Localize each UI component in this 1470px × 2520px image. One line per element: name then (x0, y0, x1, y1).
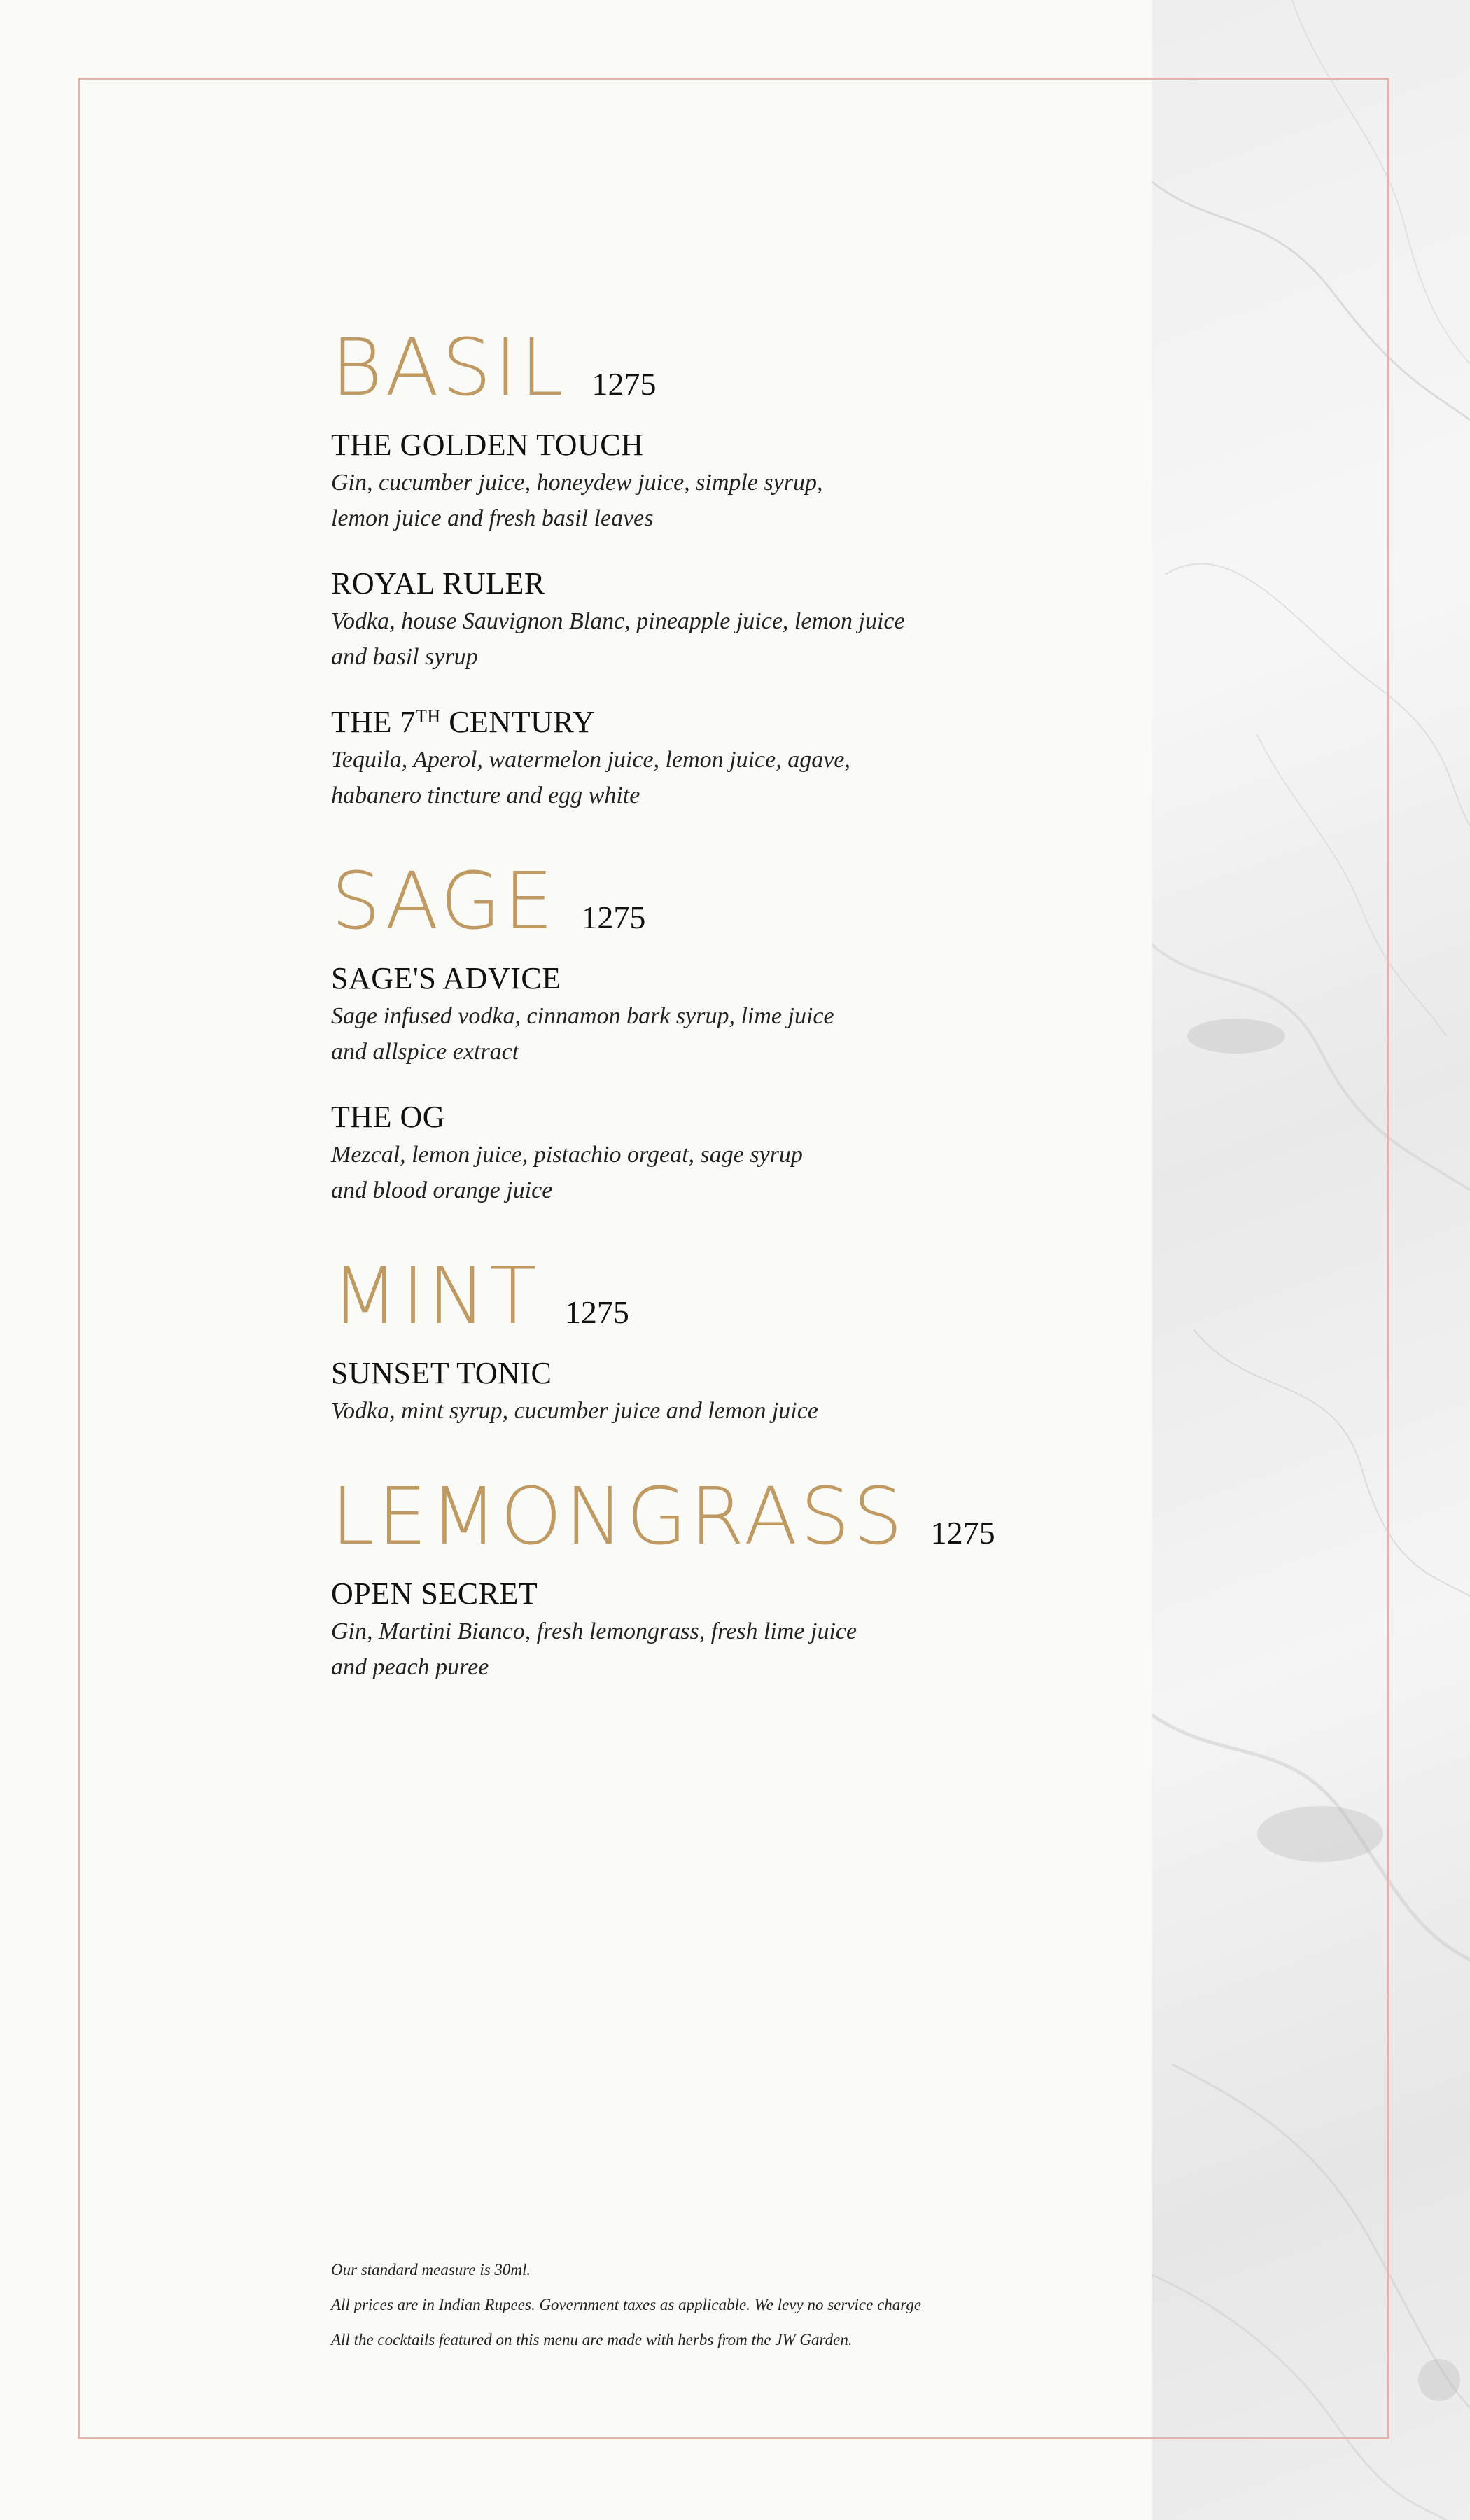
item-description-line: habanero tincture and egg white (331, 783, 640, 808)
section-title: SAGE (331, 856, 556, 947)
item-name: OPEN SECRET (331, 1576, 538, 1611)
item-name: THE OG (331, 1100, 446, 1134)
menu-item (331, 564, 1136, 675)
section-header (331, 1251, 1136, 1342)
section-basil (331, 323, 1136, 813)
item-name: SAGE'S ADVICE (331, 961, 561, 995)
item-description-line: Vodka, mint syrup, cucumber juice and lemon juice (331, 1398, 818, 1424)
section-header (331, 856, 1136, 947)
section-title: MINT (331, 1251, 540, 1342)
menu-item (331, 1574, 1136, 1685)
item-description-line: Gin, Martini Bianco, fresh lemongrass, fresh lime juice (331, 1618, 858, 1644)
section-header (331, 323, 1136, 414)
item-name: THE GOLDEN TOUCH (331, 428, 644, 462)
menu-content (331, 323, 1136, 1734)
item-description-line: Gin, cucumber juice, honeydew juice, simple syrup, (331, 470, 823, 496)
section-mint (331, 1251, 1136, 1429)
footnote: All prices are in Indian Rupees. Government taxes as applicable. We levy no service charge (331, 2296, 922, 2314)
section-title: BASIL (331, 323, 567, 414)
item-name: ROYAL RULER (331, 566, 545, 601)
footnote: Our standard measure is 30ml. (331, 2261, 531, 2278)
menu-footnotes (331, 2253, 1136, 2358)
item-description-line: lemon juice and fresh basil leaves (331, 505, 654, 531)
section-price: 1275 (592, 366, 657, 402)
item-description-line: Sage infused vodka, cinnamon bark syrup, lime juice (331, 1003, 834, 1029)
item-description-line: Mezcal, lemon juice, pistachio orgeat, sage syrup (331, 1142, 803, 1168)
section-title: LEMONGRASS (331, 1471, 906, 1562)
footnote: All the cocktails featured on this menu are made with herbs from the JW Garden. (331, 2331, 853, 2348)
menu-item (331, 426, 1136, 536)
menu-item (331, 1098, 1136, 1208)
section-price: 1275 (930, 1515, 995, 1550)
menu-item (331, 703, 1136, 813)
item-description-line: and allspice extract (331, 1039, 519, 1065)
item-description-line: and blood orange juice (331, 1177, 553, 1203)
section-price: 1275 (581, 899, 646, 935)
menu-item (331, 959, 1136, 1070)
section-price: 1275 (564, 1294, 629, 1330)
section-sage (331, 856, 1136, 1208)
item-description-line: Vodka, house Sauvignon Blanc, pineapple juice, lemon juice (331, 608, 905, 634)
item-name-part: CENTURY (440, 705, 596, 739)
section-header (331, 1471, 1136, 1562)
section-lemongrass (331, 1471, 1136, 1685)
menu-item (331, 1354, 1136, 1429)
item-description-line: Tequila, Aperol, watermelon juice, lemon juice, agave, (331, 747, 850, 773)
item-name-part: THE 7 (331, 705, 416, 739)
item-description-line: and basil syrup (331, 644, 478, 670)
item-name-superscript: TH (416, 706, 441, 727)
item-name: SUNSET TONIC (331, 1356, 552, 1390)
item-name (331, 703, 1136, 742)
item-description-line: and peach puree (331, 1654, 489, 1680)
